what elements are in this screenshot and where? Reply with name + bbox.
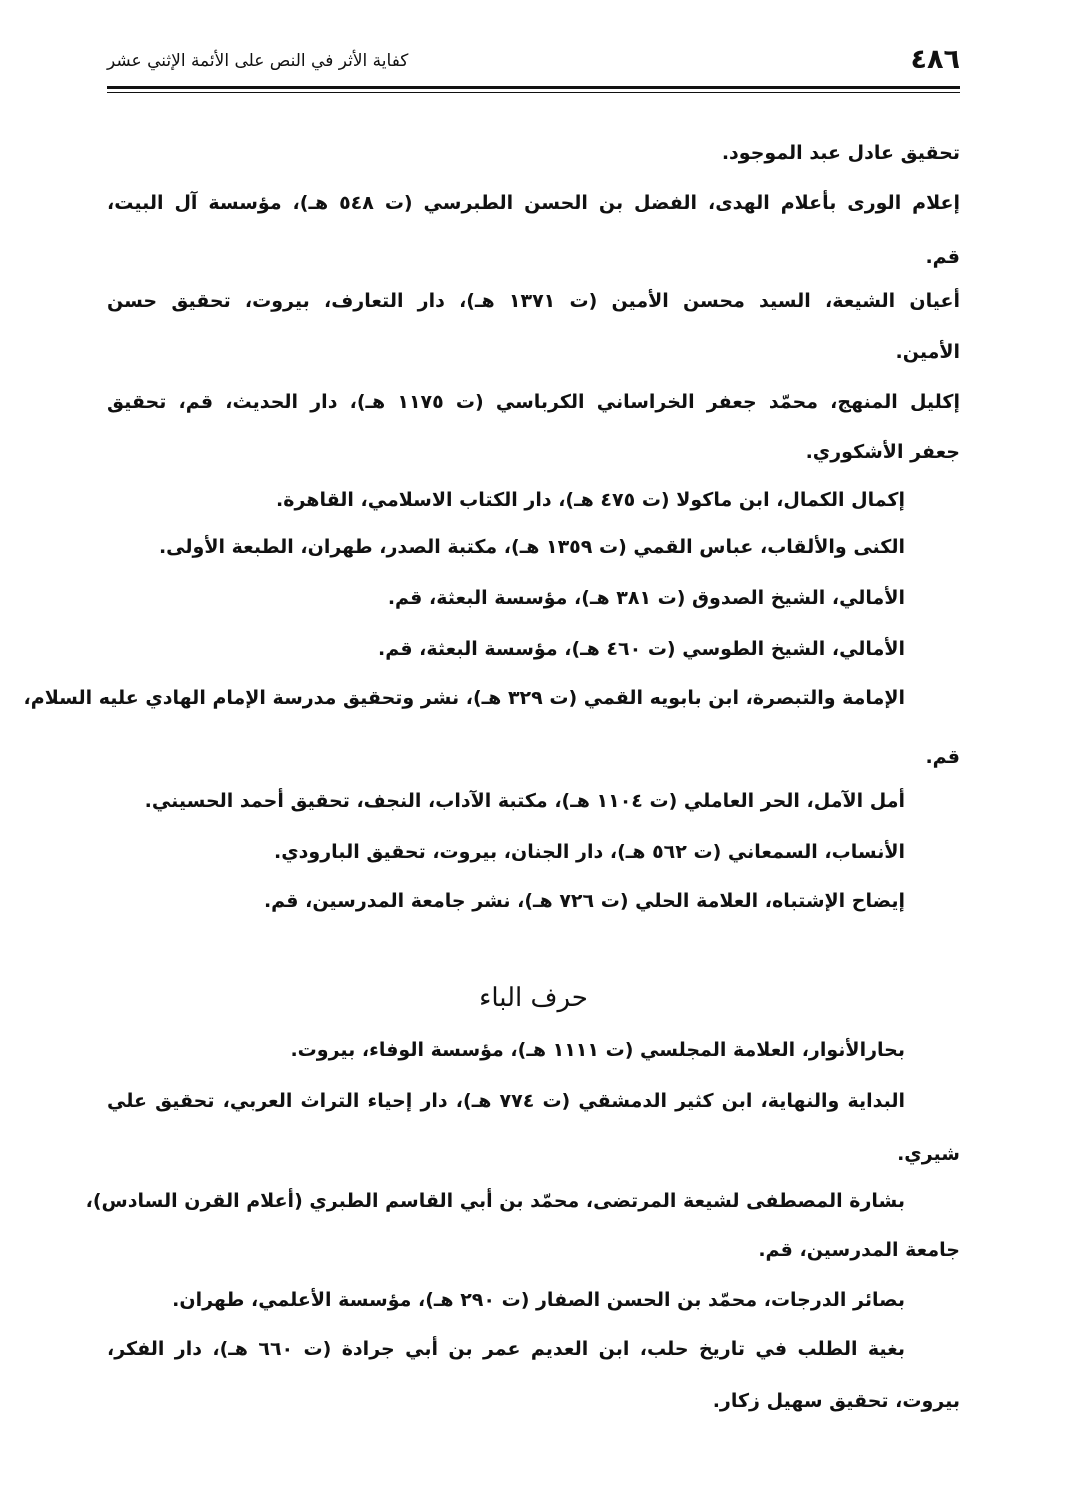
bibliography-line: تحقيق عادل عبد الموجود.: [721, 142, 960, 164]
bibliography-line: قم.: [925, 246, 960, 268]
bibliography-line: أعيان الشيعة، السيد محسن الأمين (ت ١٣٧١ هـ)، دار التعارف، بيروت، تحقيق حسن: [107, 290, 960, 312]
header-rule-thin: [107, 92, 960, 93]
bibliography-line: جامعة المدرسين، قم.: [758, 1239, 960, 1261]
bibliography-line: الأمالي، الشيخ الصدوق (ت ٣٨١ هـ)، مؤسسة البعثة، قم.: [387, 587, 905, 609]
bibliography-line: بيروت، تحقيق سهيل زكار.: [712, 1390, 960, 1412]
bibliography-line: إعلام الورى بأعلام الهدى، الفضل بن الحسن الطبرسي (ت ٥٤٨ هـ)، مؤسسة آل البيت،: [107, 192, 960, 214]
bibliography-line: الإمامة والتبصرة، ابن بابويه القمي (ت ٣٢٩ هـ)، نشر وتحقيق مدرسة الإمام الهادي عليه السلام،: [23, 687, 905, 709]
bibliography-line: الأمالي، الشيخ الطوسي (ت ٤٦٠ هـ)، مؤسسة البعثة، قم.: [377, 638, 905, 660]
bibliography-line: بغية الطلب في تاريخ حلب، ابن العديم عمر بن أبي جرادة (ت ٦٦٠ هـ)، دار الفكر،: [107, 1338, 905, 1360]
bibliography-line: قم.: [925, 746, 960, 768]
bibliography-line: شيري.: [897, 1143, 960, 1165]
bibliography-line: بشارة المصطفى لشيعة المرتضى، محمّد بن أبي القاسم الطبري (أعلام القرن السادس)،: [85, 1190, 905, 1212]
bibliography-line: إيضاح الإشتباه، العلامة الحلي (ت ٧٢٦ هـ)، نشر جامعة المدرسين، قم.: [263, 890, 905, 912]
bibliography-line: الكنى والألقاب، عباس القمي (ت ١٣٥٩ هـ)، مكتبة الصدر، طهران، الطبعة الأولى.: [158, 536, 905, 558]
bibliography-line: الأنساب، السمعاني (ت ٥٦٢ هـ)، دار الجنان، بيروت، تحقيق البارودي.: [274, 841, 905, 863]
bibliography-line: الأمين.: [895, 341, 960, 363]
bibliography-line: البداية والنهاية، ابن كثير الدمشقي (ت ٧٧٤ هـ)، دار إحياء التراث العربي، تحقيق علي: [107, 1090, 905, 1112]
bibliography-line: إكمال الكمال، ابن ماكولا (ت ٤٧٥ هـ)، دار الكتاب الاسلامي، القاهرة.: [276, 489, 905, 511]
bibliography-line: جعفر الأشكوري.: [805, 441, 960, 463]
bibliography-line: إكليل المنهج، محمّد جعفر الخراساني الكرباسي (ت ١١٧٥ هـ)، دار الحديث، قم، تحقيق: [107, 391, 960, 413]
header-rule-thick: [107, 86, 960, 89]
bibliography-line: أمل الآمل، الحر العاملي (ت ١١٠٤ هـ)، مكتبة الآداب، النجف، تحقيق أحمد الحسيني.: [144, 790, 905, 812]
page-number: ٤٨٦: [910, 44, 960, 75]
running-title: كفاية الأثر في النص على الأئمة الإثني عشر: [107, 51, 409, 71]
page-header: [107, 36, 960, 86]
bibliography-line: بصائر الدرجات، محمّد بن الحسن الصفار (ت ٢٩٠ هـ)، مؤسسة الأعلمي، طهران.: [172, 1289, 905, 1311]
bibliography-line: بحارالأنوار، العلامة المجلسي (ت ١١١١ هـ)، مؤسسة الوفاء، بيروت.: [290, 1039, 905, 1061]
section-heading: حرف الباء: [479, 983, 588, 1013]
